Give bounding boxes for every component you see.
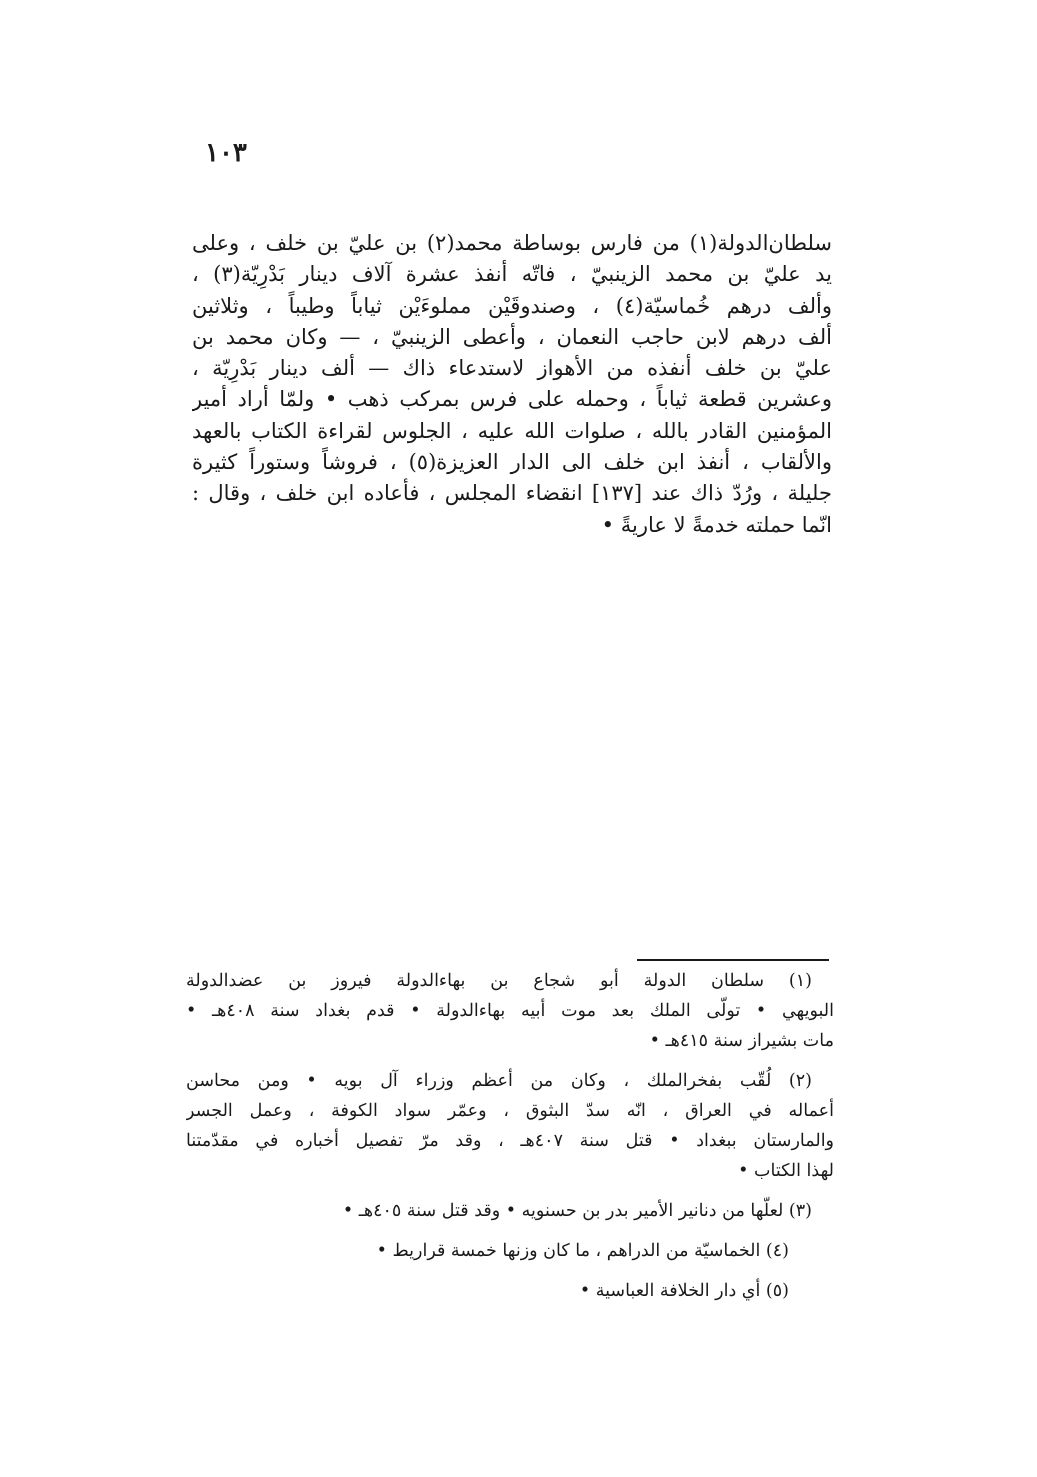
footnote-line: البويهي • تولّى الملك بعد موت أبيه بهاء‌الدولة • قدم بغداد سنة ٤٠٨هـ • [186, 1001, 834, 1021]
text-line: انّما حملته خدمةً لا عاريةً • [601, 512, 832, 537]
footnote-line: أعماله في العراق ، انّه سدّ البثوق ، وعمّر سواد الكوفة ، وعمل الجسر [186, 1101, 834, 1121]
footnote-line: (٣) لعلّها من دنانير الأمير بدر بن حسنويه • وقد قتل سنة ٤٠٥هـ • [342, 1201, 812, 1221]
page-number: ١٠٣ [205, 138, 247, 168]
footnote-line: (٥) أي دار الخلافة العباسية • [579, 1281, 789, 1301]
footnote-line: (٤) الخماسيّة من الدراهم ، ما كان وزنها خمسة قراريط • [376, 1241, 789, 1261]
text-line: سلطان‌الدولة(١) من فارس بوساطة محمد(٢) بن عليّ بن خلف ، وعلى [192, 231, 832, 255]
footnote-5 [186, 1276, 834, 1306]
footnote-3 [186, 1196, 834, 1226]
footnote-1 [186, 966, 834, 1056]
text-line: جليلة ، ورُدّ ذاك عند [١٣٧] انقضاء المجلس ، فأعاده ابن خلف ، وقال : [192, 481, 832, 506]
footnote-line: (٢) لُقّب بفخر‌الملك ، وكان من أعظم وزراء آل بويه • ومن محاسن [186, 1071, 812, 1091]
footnote-2 [186, 1066, 834, 1186]
footnote-line: (١) سلطان الدولة أبو شجاع بن بهاء‌الدولة فيروز بن عضد‌الدولة [186, 971, 812, 991]
footnote-line: لهذا الكتاب • [738, 1161, 834, 1181]
main-text [192, 228, 832, 541]
text-line: وألف درهم خُماسيّة(٤) ، وصندوقَيْن مملوءَيْن ثياباً وطيباً ، وثلاثين [192, 293, 832, 318]
text-line: ألف درهم لابن حاجب النعمان ، وأعطى الزينبيّ ، — وكان محمد بن [192, 324, 832, 349]
footnote-line: مات بشيراز سنة ٤١٥هـ • [649, 1031, 834, 1051]
footnotes [186, 966, 834, 1316]
footnote-divider [637, 959, 829, 961]
text-line: والألقاب ، أنفذ ابن خلف الى الدار العزيزة(٥) ، فروشاً وستوراً كثيرة [192, 450, 832, 475]
text-line: يد عليّ بن محمد الزينبيّ ، فاتّه أنفذ عشرة آلاف دينار بَدْرِيّة(٣) ، [192, 262, 832, 287]
text-line: المؤمنين القادر بالله ، صلوات الله عليه ، الجلوس لقراءة الكتاب بالعهد [192, 418, 832, 443]
footnote-line: والمارستان ببغداد • قتل سنة ٤٠٧هـ ، وقد مرّ تفصيل أخباره في مقدّمتنا [186, 1131, 834, 1151]
footnote-4 [186, 1236, 834, 1266]
text-line: عليّ بن خلف أنفذه من الأهواز لاستدعاء ذاك — ألف دينار بَدْرِيّة ، [192, 356, 832, 381]
text-line: وعشرين قطعة ثياباً ، وحمله على فرس بمركب ذهب • ولمّا أراد أمير [192, 387, 832, 412]
